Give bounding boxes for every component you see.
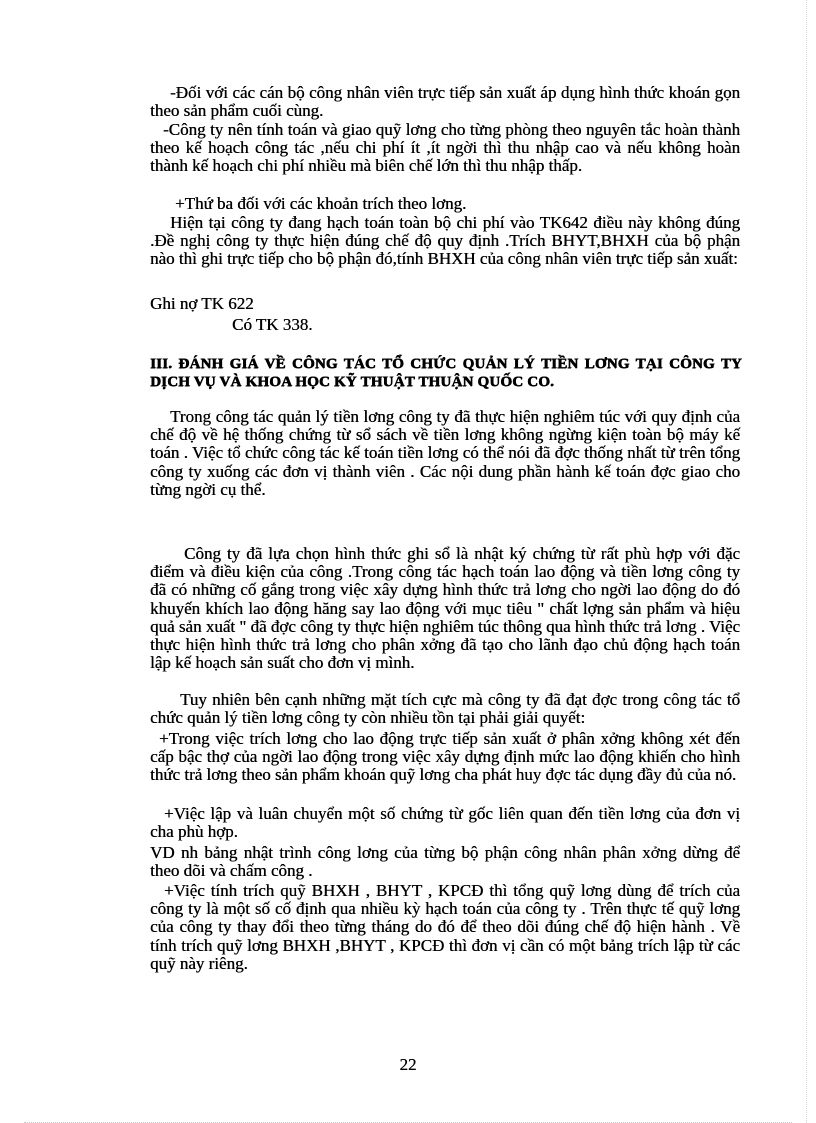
paragraph-bhxh: +Việc tính trích quỹ BHXH , BHYT , KPCĐ thì tổng quỹ lơng dùng để trích của công ty là một số cố định qua nhiều kỳ hạch toán của công ty . Trên thực tế quỹ lơng của công ty thay đổi theo từng tháng do đó để theo dõi đúng chế độ hiện hành . Về tính trích quỹ lơng BHXH ,BHYT , KPCĐ thì đơn vị cần có một bảng trích lập từ các quỹ này riêng. <box>150 881 740 973</box>
paragraph-chung-tu: +Việc lập và luân chuyển một số chứng từ gốc liên quan đến tiền lơng của đơn vị cha phù hợp. <box>150 804 740 842</box>
paragraph-thu-ba: +Thứ ba đối với các khoản trích theo lơng. <box>175 194 467 213</box>
credit-entry: Có TK 338. <box>232 315 313 334</box>
paragraph-tk642: Hiện tại công ty đang hạch toán toàn bộ chi phí vào TK642 điều này không đúng .Đề nghị công ty thực hiện đúng chế độ quy định .Trích BHYT,BHXH của bộ phận nào thì ghi trực tiếp cho bộ phận đó,tính BHXH của công nhân viên trực tiếp sản xuất: <box>150 213 740 269</box>
debit-entry: Ghi nợ TK 622 <box>150 294 254 313</box>
paragraph-trich-luong: +Trong việc trích lơng cho lao động trực tiếp sản xuất ở phân xởng không xét đến cấp bậc thợ của ngời lao động trong việc xây dựng định mức lao động khiến cho hình thức trả lơng theo sản phẩm khoán quỹ lơng cha phát huy đợc tác dụng đầy đủ của nó. <box>150 729 740 785</box>
page-number: 22 <box>399 1055 417 1074</box>
paragraph-nhat-ky: Công ty đã lựa chọn hình thức ghi sổ là nhật ký chứng từ rất phù hợp với đặc điểm và điều kiện của công .Trong công tác hạch toán lao động và tiền lơng công ty đã có những cố gắng trong việc xây dựng hình thức trả lơng cho ngời lao động do đó khuyến khích lao động hăng say lao động với mục tiêu " chất lợng sản phẩm và hiệu quả sản xuất " đã đợc công ty thực hiện nghiêm túc thông qua hình thức trả lơng . Việc thực hiện hình thức trả lơng cho phân xởng đã tạo cho lãnh đạo chủ động hạch toán lập kế hoạch sản suất cho đơn vị mình. <box>150 544 740 673</box>
paragraph-khoan-gon: -Đối với các cán bộ công nhân viên trực tiếp sản xuất áp dụng hình thức khoán gọn theo sản phẩm cuối cùng. <box>150 83 740 121</box>
paragraph-quy-luong: -Công ty nên tính toán và giao quỹ lơng cho từng phòng theo nguyên tắc hoàn thành theo kế hoạch công tác ,nếu chi phí ít ,ít ngời thì thu nhập cao và nếu không hoàn thành kế hoạch chi phí nhiều mà biên chế lớn thì thu nhập thấp. <box>150 120 740 176</box>
paragraph-vi-du: VD nh bảng nhật trình công lơng của từng bộ phận công nhân phân xởng dừng để theo dõi và chấm công . <box>150 843 740 881</box>
paragraph-quan-ly: Trong công tác quản lý tiền lơng công ty đã thực hiện nghiêm túc với quy định của chế độ về hệ thống chứng từ sổ sách về tiền lơng không ngừng kiện toàn bộ máy kế toán . Việc tổ chức công tác kế toán tiền lơng có thể nói đã đợc thống nhất từ trên tổng công ty xuống các đơn vị thành viên . Các nội dung phần hành kế toán đợc giao cho từng ngời cụ thể. <box>150 407 740 499</box>
paragraph-ton-tai: Tuy nhiên bên cạnh những mặt tích cực mà công ty đã đạt đợc trong công tác tổ chức quản lý tiền lơng công ty còn nhiều tồn tại phải giải quyết: <box>150 690 740 728</box>
section-heading: III. ĐÁNH GIÁ VỀ CÔNG TÁC TỔ CHỨC QUẢN LÝ TIỀN LƠNG TẠI CÔNG TY DỊCH VỤ VÀ KHOA HỌC KỸ THUẬT THUẬN QUỐC CO. <box>150 356 742 390</box>
page-right-border <box>806 0 807 1123</box>
